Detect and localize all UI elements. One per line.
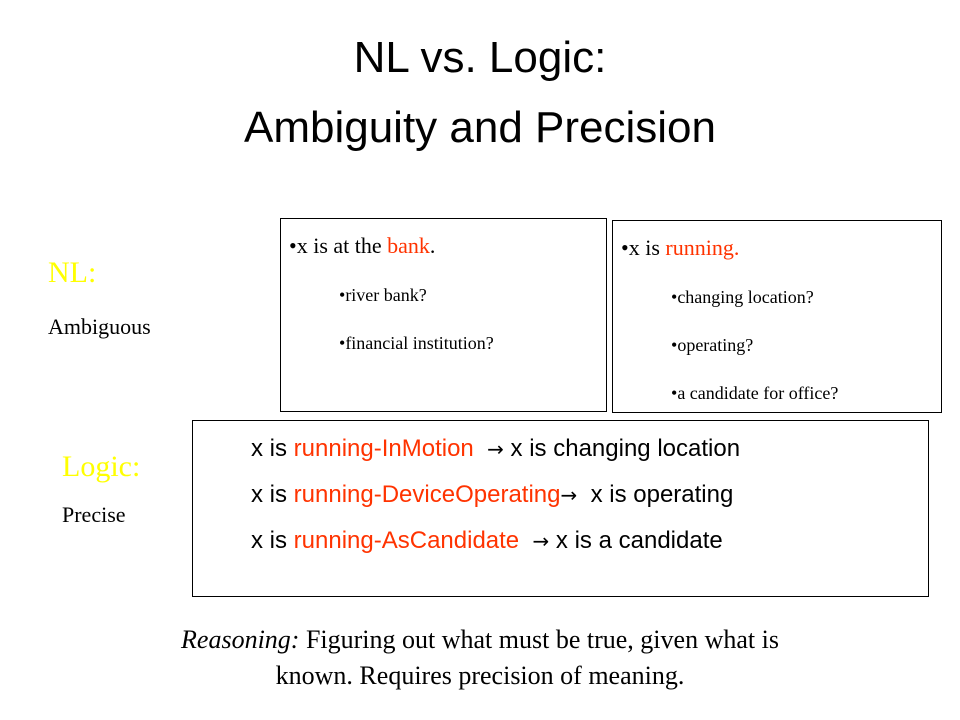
implies-arrow-icon: → xyxy=(487,437,504,461)
bank-term: bank xyxy=(387,233,430,258)
reasoning-line2: known. Requires precision of meaning. xyxy=(275,661,685,690)
running-prefix: x is xyxy=(628,235,666,260)
bank-prefix: x is at the xyxy=(296,233,388,258)
bank-example-sentence xyxy=(289,233,435,259)
slide-title-line1: NL vs. Logic: xyxy=(353,33,607,82)
logic-term: running-InMotion xyxy=(293,435,474,462)
bullet: • xyxy=(289,233,297,258)
bank-sense-item xyxy=(339,285,427,306)
bullet: • xyxy=(339,333,346,353)
bank-example-box xyxy=(280,218,607,412)
bank-sense-text: river bank? xyxy=(345,285,427,305)
running-sense-text: changing location? xyxy=(677,287,814,307)
bullet: • xyxy=(671,335,678,355)
logic-line-device-operating xyxy=(251,481,733,509)
logic-prefix: x is xyxy=(251,527,294,554)
logic-definitions-box xyxy=(192,420,929,597)
implies-arrow-icon: → xyxy=(532,529,550,553)
logic-prefix: x is xyxy=(251,435,294,462)
bullet: • xyxy=(621,235,629,260)
logic-line-in-motion xyxy=(251,435,740,463)
implies-arrow-icon: → xyxy=(560,483,578,507)
running-sense-text: operating? xyxy=(677,335,754,355)
bullet: • xyxy=(671,287,678,307)
bank-sense-item xyxy=(339,333,494,354)
logic-prefix: x is xyxy=(251,481,294,508)
bank-suffix: . xyxy=(429,233,436,258)
logic-sublabel: Precise xyxy=(62,502,126,527)
logic-consequence: x is operating xyxy=(577,481,734,508)
logic-label: Logic: xyxy=(62,450,141,483)
reasoning-line1 xyxy=(0,622,960,658)
running-sense-item xyxy=(671,335,753,356)
bullet: • xyxy=(671,383,678,403)
logic-consequence: x is a candidate xyxy=(549,527,723,554)
running-sense-item xyxy=(671,383,838,404)
nl-label: NL: xyxy=(48,256,97,289)
logic-gap xyxy=(519,527,532,554)
logic-gap xyxy=(474,435,487,462)
logic-consequence: x is changing location xyxy=(503,435,741,462)
slide-title-line2: Ambiguity and Precision xyxy=(243,103,716,152)
bank-sense-text: financial institution? xyxy=(345,333,494,353)
bullet: • xyxy=(339,285,346,305)
reasoning-lead: Reasoning: xyxy=(181,625,300,654)
running-sense-item xyxy=(671,287,814,308)
logic-term: running-AsCandidate xyxy=(293,527,520,554)
logic-term: running-DeviceOperating xyxy=(293,481,561,508)
running-term: running. xyxy=(665,235,740,260)
running-sense-text: a candidate for office? xyxy=(677,383,839,403)
running-example-sentence xyxy=(621,235,739,261)
reasoning-text: Figuring out what must be true, given what is xyxy=(299,625,779,654)
nl-sublabel: Ambiguous xyxy=(48,314,151,339)
running-example-box xyxy=(612,220,942,413)
logic-line-as-candidate xyxy=(251,527,723,555)
